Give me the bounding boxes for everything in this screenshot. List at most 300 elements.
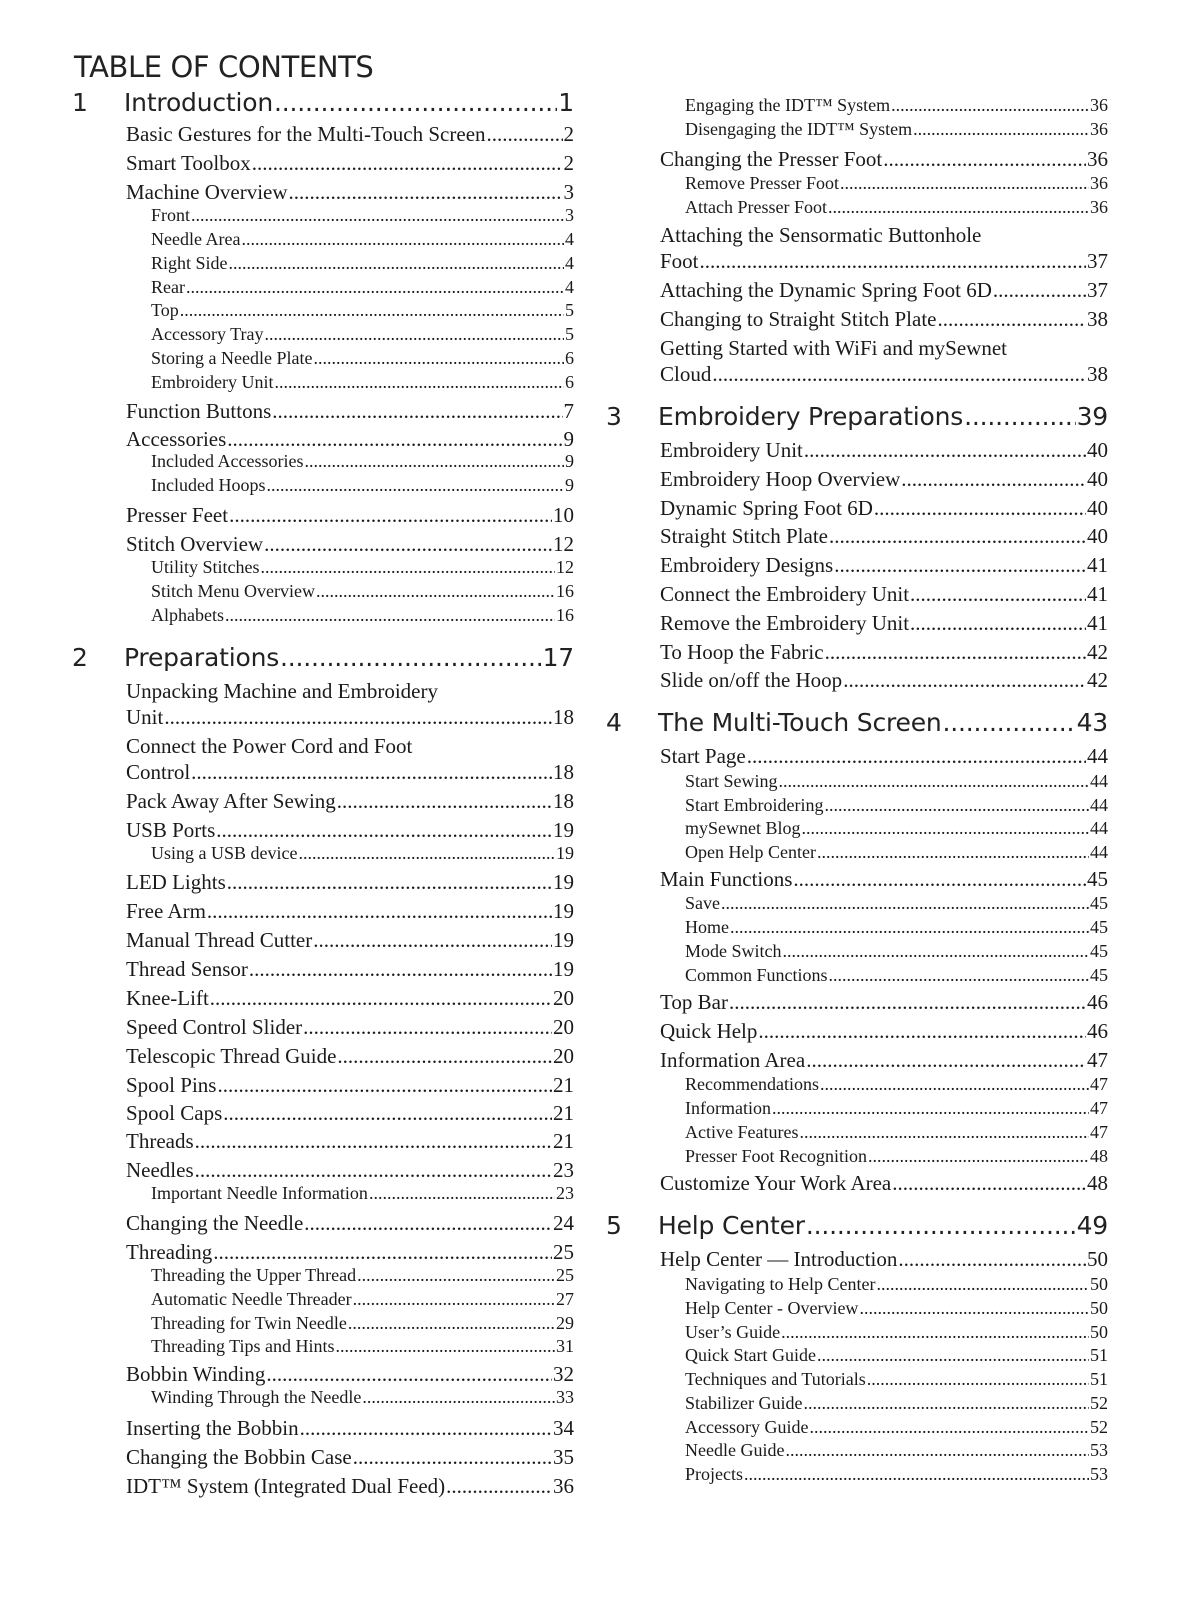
toc-entry[interactable] <box>685 95 1108 116</box>
toc-entry-title: Top <box>151 300 179 320</box>
toc-entry[interactable] <box>685 893 1108 914</box>
toc-entry[interactable] <box>685 1074 1108 1095</box>
toc-entry-title: Important Needle Information <box>151 1183 368 1203</box>
dot-leader <box>876 1274 1089 1295</box>
toc-entry[interactable] <box>660 582 1108 607</box>
toc-entry-title: Alphabets <box>151 605 224 625</box>
toc-entry[interactable] <box>660 1247 1108 1272</box>
toc-entry-page: 25 <box>553 1240 574 1264</box>
toc-entry-title: Accessory Tray <box>151 324 264 344</box>
toc-entry-title: Storing a Needle Plate <box>151 348 313 368</box>
toc-entry-title: Threads <box>126 1129 194 1153</box>
toc-entry-title: Needle Area <box>151 229 241 249</box>
dot-leader <box>744 1464 1089 1485</box>
toc-entry-page: 20 <box>553 1015 574 1039</box>
toc-entry[interactable] <box>660 611 1108 636</box>
dot-leader <box>191 205 564 226</box>
dot-leader <box>874 496 1086 521</box>
toc-entry-page: 36 <box>1090 197 1108 217</box>
dot-leader <box>938 307 1087 332</box>
toc-entry-title: mySewnet Blog <box>685 818 801 838</box>
dot-leader <box>806 1048 1086 1073</box>
toc-entry-page: 41 <box>1087 582 1108 606</box>
dot-leader <box>304 451 564 472</box>
toc-entry[interactable] <box>685 173 1108 194</box>
chapter-title: The Multi-Touch Screen <box>658 708 942 737</box>
toc-entry-title: Top Bar <box>660 990 728 1014</box>
toc-entry-title: Foot <box>660 249 699 273</box>
toc-entry-title: User’s Guide <box>685 1322 781 1342</box>
toc-entry-page: 46 <box>1087 990 1108 1014</box>
toc-entry-page: 50 <box>1090 1274 1108 1294</box>
dot-leader <box>867 1369 1089 1390</box>
toc-entry-page: 47 <box>1090 1122 1108 1142</box>
dot-leader <box>227 870 552 895</box>
dot-leader <box>316 581 555 602</box>
dot-leader <box>353 1445 552 1470</box>
toc-entry[interactable] <box>660 524 1108 549</box>
toc-entry[interactable] <box>660 362 1108 387</box>
toc-entry-page: 19 <box>553 899 574 923</box>
dot-leader <box>186 277 564 298</box>
toc-entry[interactable] <box>126 180 574 205</box>
dot-leader <box>272 399 562 424</box>
toc-entry[interactable] <box>685 941 1108 962</box>
toc-entry-page: 7 <box>563 399 574 423</box>
toc-entry-page: 29 <box>556 1313 574 1333</box>
dot-leader <box>804 438 1086 463</box>
dot-leader <box>274 372 564 393</box>
toc-entry[interactable] <box>660 553 1108 578</box>
toc-entry[interactable] <box>126 1362 574 1387</box>
dot-leader <box>357 1265 555 1286</box>
chapter-heading[interactable] <box>124 643 574 672</box>
dot-leader <box>964 402 1075 431</box>
toc-entry-page: 45 <box>1090 917 1108 937</box>
toc-entry[interactable] <box>685 795 1108 816</box>
toc-entry-page: 19 <box>553 928 574 952</box>
toc-entry-title: Threading Tips and Hints <box>151 1336 335 1356</box>
dot-leader <box>824 795 1089 816</box>
dot-leader <box>834 553 1086 578</box>
toc-entry-title: Cloud <box>660 362 712 386</box>
toc-entry-page: 19 <box>553 818 574 842</box>
toc-entry[interactable] <box>151 253 574 274</box>
toc-entry[interactable] <box>126 1073 574 1098</box>
toc-entry-title: Engaging the IDT™ System <box>685 95 891 115</box>
toc-entry-page: 35 <box>553 1445 574 1469</box>
toc-entry-page: 40 <box>1087 524 1108 548</box>
dot-leader <box>783 941 1090 962</box>
toc-entry-title: Home <box>685 917 729 937</box>
toc-entry-title: Straight Stitch Plate <box>660 524 828 548</box>
dot-leader <box>298 843 555 864</box>
toc-entry-title: Embroidery Unit <box>660 438 803 462</box>
dot-leader <box>180 300 564 321</box>
toc-entry-title: Accessories <box>126 427 227 451</box>
toc-entry[interactable] <box>151 372 574 393</box>
dot-leader <box>729 990 1086 1015</box>
toc-entry[interactable] <box>126 760 574 785</box>
toc-entry[interactable] <box>126 957 574 982</box>
toc-entry-page: 4 <box>565 229 574 249</box>
toc-entry-title: Using a USB device <box>151 843 298 863</box>
toc-entry[interactable] <box>151 205 574 226</box>
toc-entry-title: Inserting the Bobbin <box>126 1416 299 1440</box>
toc-entry[interactable] <box>151 605 574 626</box>
toc-entry[interactable] <box>151 1265 574 1286</box>
toc-entry[interactable] <box>126 1445 574 1470</box>
toc-entry[interactable] <box>126 705 574 730</box>
dot-leader <box>803 1393 1089 1414</box>
dot-leader <box>859 1298 1089 1319</box>
toc-entry-page: 44 <box>1090 842 1108 862</box>
toc-entry[interactable] <box>685 1098 1108 1119</box>
toc-entry-page: 27 <box>556 1289 574 1309</box>
toc-entry[interactable] <box>126 818 574 843</box>
toc-entry-title: Disengaging the IDT™ System <box>685 119 913 139</box>
toc-entry[interactable] <box>126 1474 574 1499</box>
dot-leader <box>868 1146 1089 1167</box>
toc-entry-title: Attach Presser Foot <box>685 197 827 217</box>
dot-leader <box>730 917 1089 938</box>
toc-entry-page: 36 <box>1090 173 1108 193</box>
toc-entry[interactable] <box>151 1289 574 1310</box>
dot-leader <box>892 1171 1086 1196</box>
toc-entry[interactable] <box>685 1345 1108 1366</box>
toc-entry[interactable] <box>660 278 1108 303</box>
dot-leader <box>910 611 1086 636</box>
toc-entry-page: 19 <box>556 843 574 863</box>
dot-leader <box>249 957 552 982</box>
toc-entry[interactable] <box>126 399 574 424</box>
toc-entry[interactable] <box>660 1048 1108 1073</box>
toc-entry-page: 20 <box>553 986 574 1010</box>
toc-entry[interactable] <box>685 965 1108 986</box>
toc-entry-page: 37 <box>1087 249 1108 273</box>
toc-entry[interactable] <box>660 496 1108 521</box>
dot-leader <box>225 605 555 626</box>
toc-entry-first-line[interactable]: Connect the Power Cord and Foot <box>126 734 413 758</box>
toc-entry[interactable] <box>151 1183 574 1204</box>
toc-entry-title: Control <box>126 760 191 784</box>
dot-leader <box>817 1345 1089 1366</box>
toc-entry[interactable] <box>660 467 1108 492</box>
toc-entry[interactable] <box>151 324 574 345</box>
toc-entry-title: Function Buttons <box>126 399 272 423</box>
toc-entry[interactable] <box>685 1393 1108 1414</box>
dot-leader <box>772 1098 1089 1119</box>
toc-entry[interactable] <box>151 300 574 321</box>
toc-entry[interactable] <box>685 119 1108 140</box>
toc-entry[interactable] <box>660 249 1108 274</box>
toc-entry-page: 12 <box>556 557 574 577</box>
toc-entry-page: 23 <box>553 1158 574 1182</box>
toc-entry[interactable] <box>685 1146 1108 1167</box>
toc-entry-title: Embroidery Designs <box>660 553 834 577</box>
toc-entry-page: 5 <box>565 324 574 344</box>
chapter-number: 1 <box>72 88 88 117</box>
toc-entry-page: 9 <box>565 451 574 471</box>
toc-entry[interactable] <box>126 899 574 924</box>
toc-entry[interactable] <box>660 990 1108 1015</box>
toc-entry-title: Speed Control Slider <box>126 1015 303 1039</box>
dot-leader <box>817 842 1089 863</box>
toc-entry[interactable] <box>685 1298 1108 1319</box>
toc-entry-title: Included Hoops <box>151 475 266 495</box>
toc-entry-title: Main Functions <box>660 867 793 891</box>
toc-entry-title: Help Center - Overview <box>685 1298 859 1318</box>
dot-leader <box>241 229 564 250</box>
dot-leader <box>793 867 1086 892</box>
toc-entry-page: 45 <box>1090 965 1108 985</box>
toc-entry[interactable] <box>660 867 1108 892</box>
toc-entry-page: 46 <box>1087 1019 1108 1043</box>
toc-entry-page: 19 <box>553 870 574 894</box>
toc-entry[interactable] <box>660 307 1108 332</box>
toc-entry[interactable] <box>126 151 574 176</box>
toc-entry-page: 4 <box>565 253 574 273</box>
chapter-page: 43 <box>1076 708 1108 737</box>
toc-entry[interactable] <box>660 744 1108 769</box>
dot-leader <box>913 119 1089 140</box>
toc-entry[interactable] <box>151 557 574 578</box>
toc-entry[interactable] <box>126 427 574 452</box>
toc-entry-title: Needle Guide <box>685 1440 785 1460</box>
toc-entry[interactable] <box>660 668 1108 693</box>
toc-entry[interactable] <box>660 438 1108 463</box>
toc-entry[interactable] <box>151 475 574 496</box>
toc-entry[interactable] <box>685 1274 1108 1295</box>
toc-entry-page: 21 <box>553 1101 574 1125</box>
toc-entry[interactable] <box>151 843 574 864</box>
toc-entry-page: 36 <box>553 1474 574 1498</box>
toc-entry[interactable] <box>126 1158 574 1183</box>
chapter-page: 49 <box>1076 1211 1108 1240</box>
dot-leader <box>721 893 1089 914</box>
toc-entry[interactable] <box>151 451 574 472</box>
toc-entry[interactable] <box>660 147 1108 172</box>
dot-leader <box>843 668 1086 693</box>
toc-entry-title: Manual Thread Cutter <box>126 928 313 952</box>
toc-entry[interactable] <box>685 771 1108 792</box>
chapter-heading[interactable] <box>124 88 574 117</box>
dot-leader <box>164 705 552 730</box>
toc-entry-title: Changing the Needle <box>126 1211 304 1235</box>
toc-entry[interactable] <box>685 1369 1108 1390</box>
toc-entry-page: 47 <box>1087 1048 1108 1072</box>
dot-leader <box>891 95 1089 116</box>
toc-entry-title: Attaching the Dynamic Spring Foot 6D <box>660 278 992 302</box>
toc-entry-title: Start Sewing <box>685 771 778 791</box>
toc-entry-page: 44 <box>1090 818 1108 838</box>
toc-entry-page: 53 <box>1090 1440 1108 1460</box>
toc-entry-title: Navigating to Help Center <box>685 1274 876 1294</box>
toc-entry-page: 21 <box>553 1073 574 1097</box>
toc-entry-title: Front <box>151 205 191 225</box>
toc-entry[interactable] <box>685 197 1108 218</box>
toc-entry-title: Start Embroidering <box>685 795 824 815</box>
toc-entry-title: Stabilizer Guide <box>685 1393 803 1413</box>
chapter-title: Embroidery Preparations <box>658 402 964 431</box>
toc-entry-page: 21 <box>553 1129 574 1153</box>
toc-entry-title: Projects <box>685 1464 743 1484</box>
toc-entry-title: Pack Away After Sewing <box>126 789 336 813</box>
toc-entry-title: Machine Overview <box>126 180 288 204</box>
toc-entry[interactable] <box>126 1015 574 1040</box>
toc-entry[interactable] <box>126 870 574 895</box>
dot-leader <box>266 1362 552 1387</box>
chapter-heading[interactable] <box>658 402 1108 431</box>
toc-entry[interactable] <box>126 1101 574 1126</box>
toc-entry-page: 45 <box>1087 867 1108 891</box>
dot-leader <box>337 1044 552 1069</box>
toc-entry[interactable] <box>126 986 574 1011</box>
chapter-page: 17 <box>542 643 574 672</box>
toc-entry-page: 6 <box>565 372 574 392</box>
toc-entry[interactable] <box>685 842 1108 863</box>
dot-leader <box>280 643 542 672</box>
toc-entry[interactable] <box>151 1387 574 1408</box>
dot-leader <box>910 582 1086 607</box>
toc-entry[interactable] <box>660 1019 1108 1044</box>
dot-leader <box>747 744 1086 769</box>
dot-leader <box>300 1416 552 1441</box>
toc-entry-title: Stitch Menu Overview <box>151 581 315 601</box>
toc-entry-page: 42 <box>1087 668 1108 692</box>
toc-entry[interactable] <box>660 1171 1108 1196</box>
toc-entry-title: Right Side <box>151 253 228 273</box>
toc-entry[interactable] <box>126 1129 574 1154</box>
toc-entry-title: Winding Through the Needle <box>151 1387 362 1407</box>
toc-entry-title: USB Ports <box>126 818 216 842</box>
toc-entry-title: Threading the Upper Thread <box>151 1265 357 1285</box>
toc-entry[interactable] <box>126 503 574 528</box>
toc-entry-title: Information <box>685 1098 771 1118</box>
toc-entry-page: 20 <box>553 1044 574 1068</box>
dot-leader <box>289 180 563 205</box>
toc-entry-title: Presser Foot Recognition <box>685 1146 867 1166</box>
toc-entry-first-line[interactable]: Attaching the Sensormatic Buttonhole <box>660 223 982 247</box>
dot-leader <box>758 1019 1086 1044</box>
toc-entry[interactable] <box>685 917 1108 938</box>
toc-entry-page: 18 <box>553 789 574 813</box>
toc-entry[interactable] <box>126 789 574 814</box>
toc-entry-page: 53 <box>1090 1464 1108 1484</box>
toc-entry-page: 25 <box>556 1265 574 1285</box>
dot-leader <box>195 1129 552 1154</box>
toc-entry[interactable] <box>151 348 574 369</box>
toc-entry-page: 9 <box>565 475 574 495</box>
toc-entry[interactable] <box>126 1240 574 1265</box>
dot-leader <box>779 771 1090 792</box>
toc-entry-page: 4 <box>565 277 574 297</box>
dot-leader <box>313 348 564 369</box>
toc-entry-first-line[interactable]: Getting Started with WiFi and mySewnet <box>660 336 1007 360</box>
toc-entry-page: 19 <box>553 957 574 981</box>
toc-entry-title: Utility Stitches <box>151 557 260 577</box>
toc-entry-title: Knee-Lift <box>126 986 209 1010</box>
dot-leader <box>303 1015 552 1040</box>
toc-entry-page: 32 <box>553 1362 574 1386</box>
toc-entry[interactable] <box>151 1336 574 1357</box>
toc-entry[interactable] <box>126 1044 574 1069</box>
toc-entry-page: 33 <box>556 1387 574 1407</box>
toc-entry-page: 38 <box>1087 362 1108 386</box>
chapter-heading[interactable] <box>658 1211 1108 1240</box>
toc-entry-page: 23 <box>556 1183 574 1203</box>
chapter-heading[interactable] <box>658 708 1108 737</box>
toc-entry-page: 44 <box>1087 744 1108 768</box>
toc-entry-title: Bobbin Winding <box>126 1362 266 1386</box>
toc-entry-title: Remove Presser Foot <box>685 173 839 193</box>
chapter-number: 3 <box>606 402 622 431</box>
toc-entry[interactable] <box>151 1313 574 1334</box>
toc-entry-first-line[interactable]: Unpacking Machine and Embroidery <box>126 679 438 703</box>
toc-entry-title: Changing the Bobbin Case <box>126 1445 352 1469</box>
toc-entry[interactable] <box>126 532 574 557</box>
toc-entry-title: To Hoop the Fabric <box>660 640 824 664</box>
toc-entry[interactable] <box>126 122 574 147</box>
toc-entry[interactable] <box>126 928 574 953</box>
toc-entry[interactable] <box>685 1122 1108 1143</box>
toc-entry[interactable] <box>126 1211 574 1236</box>
toc-entry[interactable] <box>685 1440 1108 1461</box>
toc-entry[interactable] <box>685 1464 1108 1485</box>
dot-leader <box>266 475 564 496</box>
chapter-number: 4 <box>606 708 622 737</box>
toc-entry-title: Unit <box>126 705 164 729</box>
dot-leader <box>217 1073 552 1098</box>
dot-leader <box>229 253 564 274</box>
toc-entry[interactable] <box>685 1322 1108 1343</box>
dot-leader <box>207 899 552 924</box>
toc-entry-title: Changing the Presser Foot <box>660 147 883 171</box>
toc-entry-title: Information Area <box>660 1048 806 1072</box>
toc-entry-title: Spool Caps <box>126 1101 223 1125</box>
dot-leader <box>265 324 565 345</box>
toc-entry-page: 3 <box>565 205 574 225</box>
dot-leader <box>227 427 562 452</box>
toc-entry-page: 40 <box>1087 467 1108 491</box>
toc-entry-page: 44 <box>1090 771 1108 791</box>
toc-entry[interactable] <box>685 1417 1108 1438</box>
toc-entry[interactable] <box>685 818 1108 839</box>
chapter-page: 1 <box>558 88 574 117</box>
toc-entry-title: Included Accessories <box>151 451 304 471</box>
dot-leader <box>806 1211 1076 1240</box>
toc-entry[interactable] <box>151 229 574 250</box>
toc-entry-title: Accessory Guide <box>685 1417 809 1437</box>
dot-leader <box>781 1322 1089 1343</box>
dot-leader <box>446 1474 552 1499</box>
toc-entry[interactable] <box>151 581 574 602</box>
toc-entry[interactable] <box>151 277 574 298</box>
dot-leader <box>274 88 557 117</box>
toc-entry-title: Threading <box>126 1240 213 1264</box>
toc-entry-title: Spool Pins <box>126 1073 217 1097</box>
chapter-number: 5 <box>606 1211 622 1240</box>
toc-entry-title: IDT™ System (Integrated Dual Feed) <box>126 1474 446 1498</box>
dot-leader <box>195 1158 552 1183</box>
toc-entry-title: LED Lights <box>126 870 226 894</box>
toc-entry[interactable] <box>126 1416 574 1441</box>
toc-entry-title: Start Page <box>660 744 746 768</box>
dot-leader <box>487 122 563 147</box>
toc-entry-title: Presser Feet <box>126 503 229 527</box>
toc-entry-page: 5 <box>565 300 574 320</box>
toc-entry[interactable] <box>660 640 1108 665</box>
